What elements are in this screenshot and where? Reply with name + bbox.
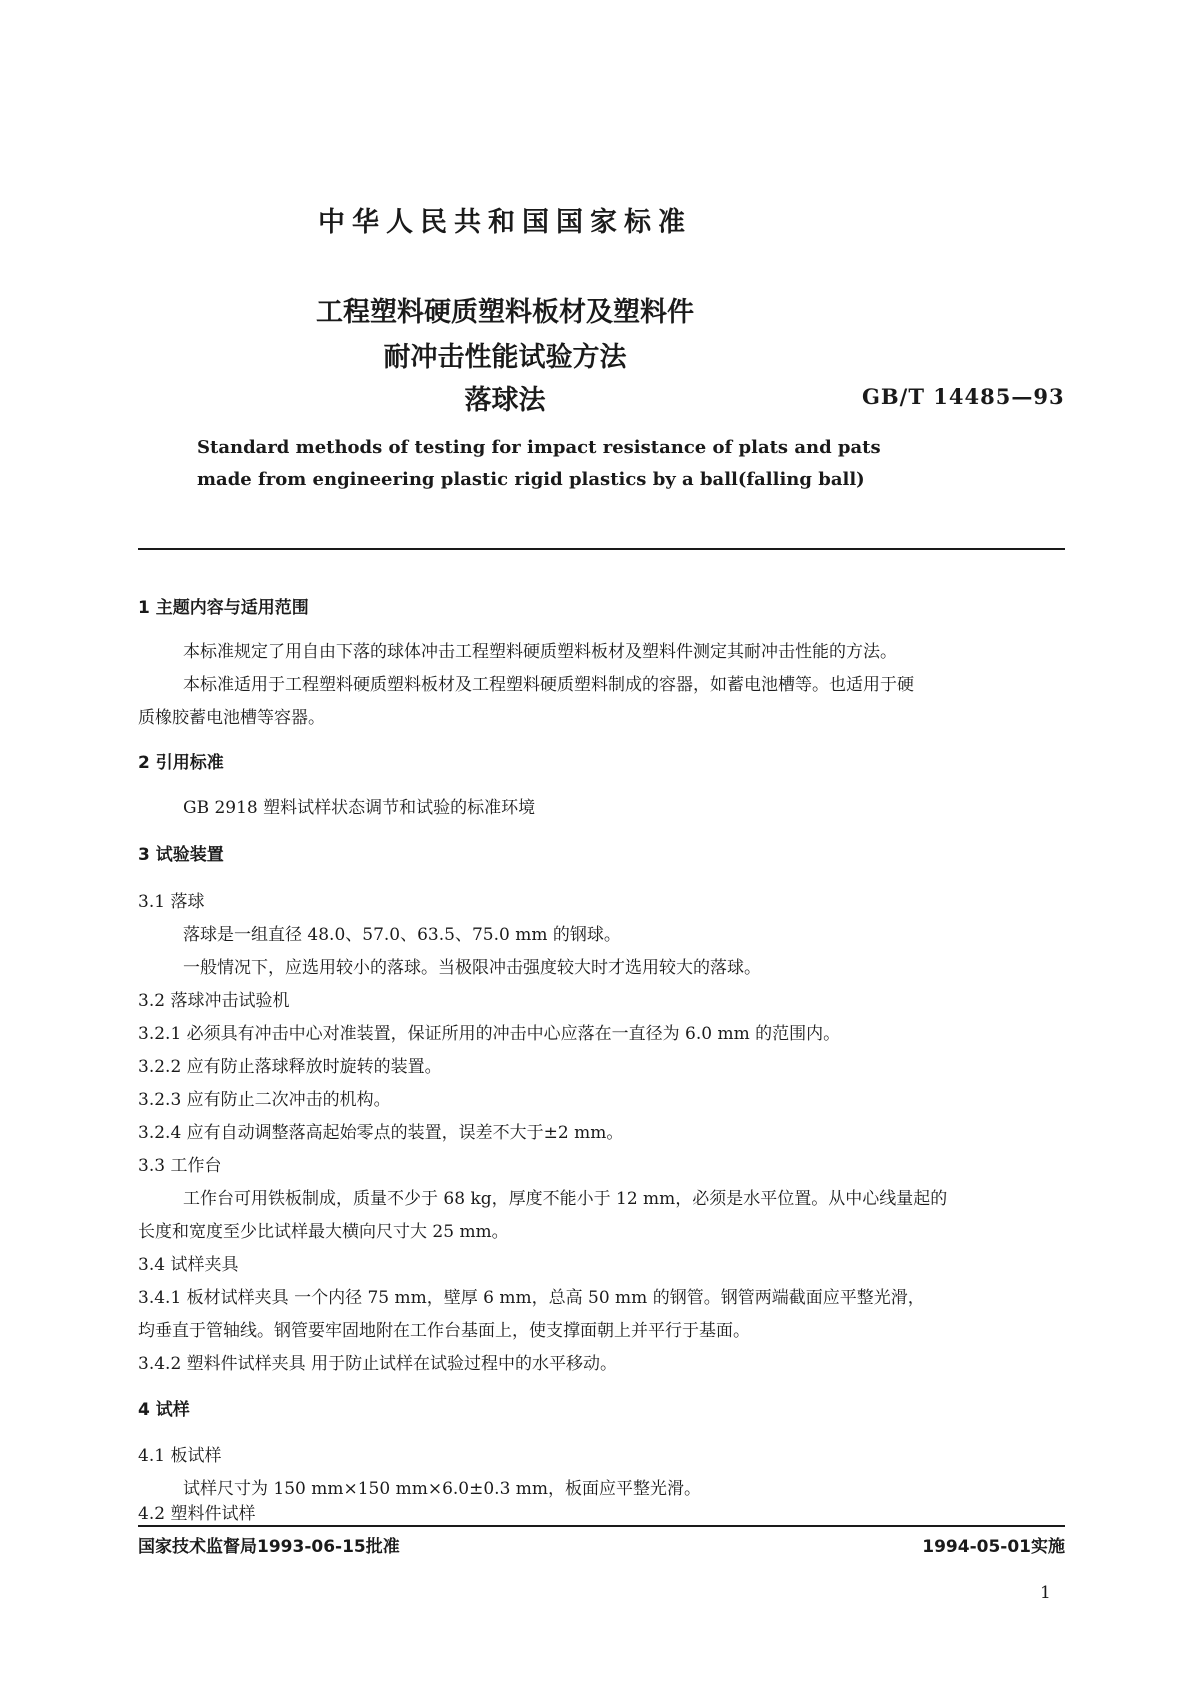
- clause-3-2-3: 3.2.3 应有防止二次冲击的机构。: [138, 1090, 391, 1110]
- section-4-heading: 4 试样: [138, 1400, 190, 1420]
- clause-3-3-paragraph-line-2: 长度和宽度至少比试样最大横向尺寸大 25 mm。: [138, 1222, 509, 1242]
- clause-3-4-2: 3.4.2 塑料件试样夹具 用于防止试样在试验过程中的水平移动。: [138, 1354, 618, 1374]
- clause-3-3-paragraph-line-1: 工作台可用铁板制成，质量不少于 68 kg，厚度不能小于 12 mm，必须是水平位置。从中心线量起的: [183, 1189, 948, 1209]
- clause-4-1: 4.1 板试样: [138, 1446, 222, 1466]
- clause-3-1: 3.1 落球: [138, 892, 205, 912]
- section-2-heading: 2 引用标准: [138, 753, 224, 773]
- document-title-line-2: 耐冲击性能试验方法: [383, 342, 627, 373]
- clause-3-1-paragraph-2: 一般情况下，应选用较小的落球。当极限冲击强度较大时才选用较大的落球。: [183, 958, 761, 978]
- english-title-line-2: made from engineering plastic rigid plastics by a ball(falling ball): [197, 469, 865, 490]
- clause-3-2-2: 3.2.2 应有防止落球释放时旋转的装置。: [138, 1057, 442, 1077]
- english-title-line-1: Standard methods of testing for impact resistance of plats and pats: [197, 437, 881, 458]
- section-1-heading: 1 主题内容与适用范围: [138, 598, 309, 618]
- section-3-heading: 3 试验装置: [138, 845, 224, 865]
- approval-note: 国家技术监督局1993-06-15批准: [138, 1537, 400, 1557]
- clause-3-3: 3.3 工作台: [138, 1156, 222, 1176]
- section-1-paragraph-2-line-2: 质橡胶蓄电池槽等容器。: [138, 708, 325, 728]
- bottom-divider: [138, 1525, 1065, 1527]
- top-divider: [138, 548, 1065, 550]
- implementation-date: 1994-05-01实施: [922, 1537, 1065, 1557]
- section-1-paragraph-1: 本标准规定了用自由下落的球体冲击工程塑料硬质塑料板材及塑料件测定其耐冲击性能的方法。: [183, 642, 897, 662]
- clause-3-2-1: 3.2.1 必须具有冲击中心对准装置，保证所用的冲击中心应落在一直径为 6.0 mm 的范围内。: [138, 1024, 841, 1044]
- clause-4-1-paragraph: 试样尺寸为 150 mm×150 mm×6.0±0.3 mm，板面应平整光滑。: [183, 1479, 702, 1499]
- clause-3-4: 3.4 试样夹具: [138, 1255, 239, 1275]
- section-1-paragraph-2-line-1: 本标准适用于工程塑料硬质塑料板材及工程塑料硬质塑料制成的容器，如蓄电池槽等。也适用于硬: [183, 675, 914, 695]
- document-title-line-3: 落球法: [464, 385, 546, 416]
- clause-3-2: 3.2 落球冲击试验机: [138, 991, 290, 1011]
- clause-3-4-1-line-2: 均垂直于管轴线。钢管要牢固地附在工作台基面上，使支撑面朝上并平行于基面。: [138, 1321, 750, 1341]
- clause-3-2-4: 3.2.4 应有自动调整落高起始零点的装置，误差不大于±2 mm。: [138, 1123, 624, 1143]
- clause-3-1-paragraph-1: 落球是一组直径 48.0、57.0、63.5、75.0 mm 的钢球。: [183, 925, 621, 945]
- section-2-reference: GB 2918 塑料试样状态调节和试验的标准环境: [183, 798, 536, 818]
- document-title-line-1: 工程塑料硬质塑料板材及塑料件: [316, 297, 694, 328]
- clause-4-2: 4.2 塑料件试样: [138, 1504, 256, 1524]
- page-number: 1: [1040, 1583, 1051, 1603]
- clause-3-4-1-line-1: 3.4.1 板材试样夹具 一个内径 75 mm，壁厚 6 mm，总高 50 mm 的钢管。钢管两端截面应平整光滑，: [138, 1288, 925, 1308]
- standard-code: GB/T 14485—93: [862, 384, 1065, 409]
- national-standard-heading: 中华人民共和国国家标准: [318, 207, 692, 238]
